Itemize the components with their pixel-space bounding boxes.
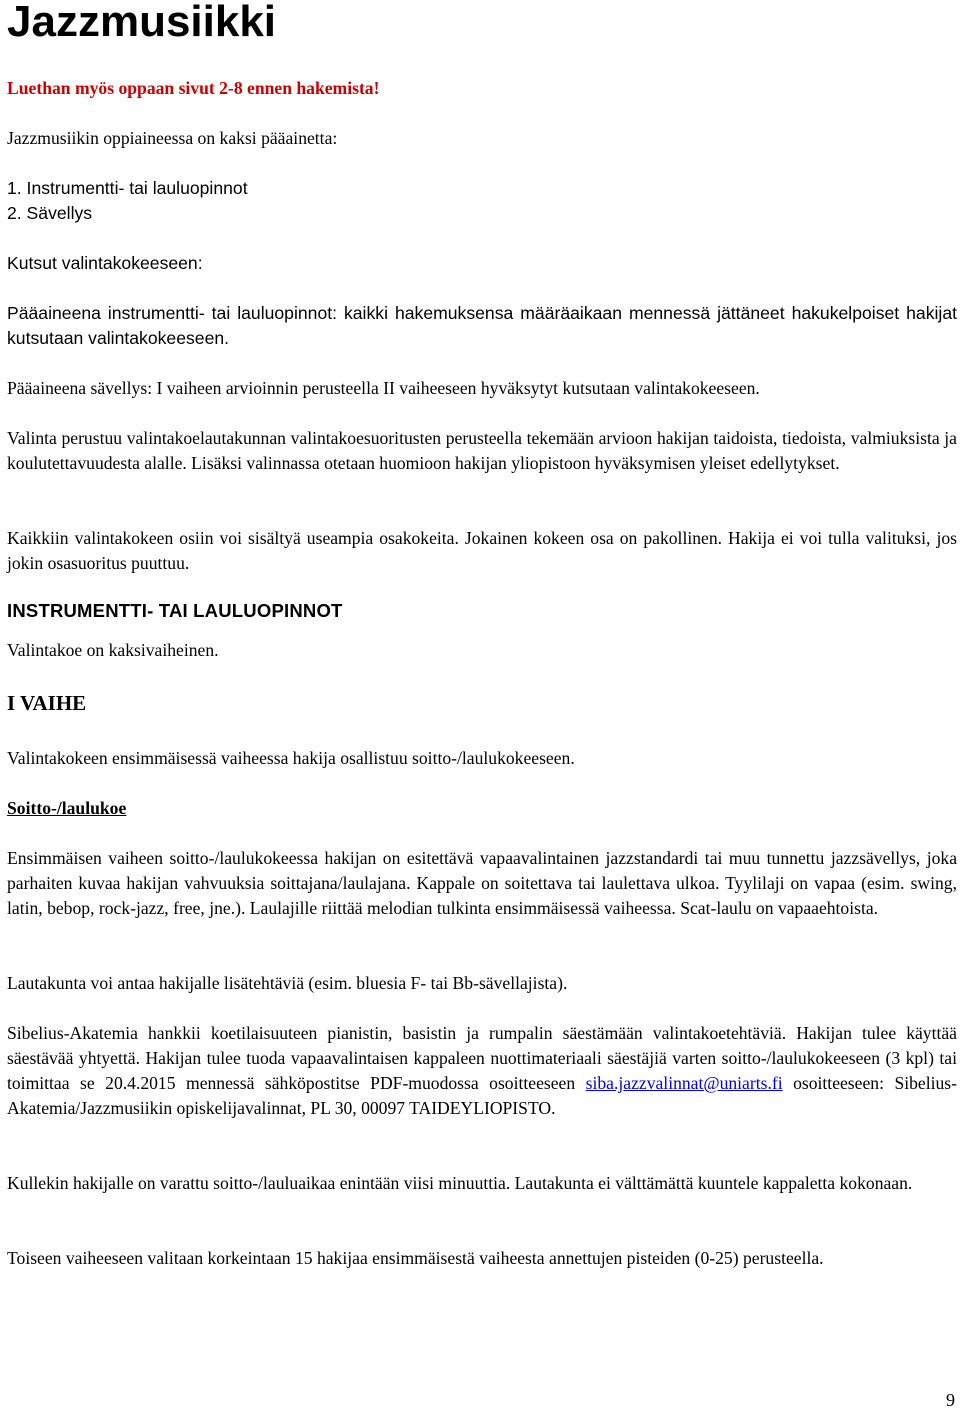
extra-tasks-paragraph: Lautakunta voi antaa hakijalle lisätehtäviä (esim. bluesia F- tai Bb-sävellajista). bbox=[7, 973, 568, 993]
intro-paragraph: Jazzmusiikin oppiaineessa on kaksi pääainetta: bbox=[7, 128, 338, 148]
exam-subheading: Soitto-/laulukoe bbox=[7, 798, 127, 818]
composition-invite-paragraph: Pääaineena sävellys: I vaiheen arvioinnin perusteella II vaiheeseen hyväksytyt kutsutaan valintakokeeseen. bbox=[7, 378, 760, 398]
email-link[interactable]: siba.jazzvalinnat@uniarts.fi bbox=[585, 1073, 783, 1093]
parts-paragraph: Kaikkiin valintakokeen osiin voi sisältyä useampia osakokeita. Jokainen kokeen osa on pakollinen. Hakija ei voi tulla valituksi, jos jokin osasuoritus puuttuu. bbox=[7, 528, 957, 573]
major-item-2: 2. Sävellys bbox=[7, 203, 93, 223]
invite-heading: Kutsut valintakokeeseen: bbox=[7, 253, 203, 273]
accompaniment-paragraph bbox=[7, 1021, 957, 1121]
reading-note: Luethan myös oppaan sivut 2-8 ennen hakemista! bbox=[7, 78, 380, 98]
page-number: 9 bbox=[946, 1390, 955, 1410]
phase-heading: I VAIHE bbox=[7, 691, 87, 715]
time-limit-paragraph: Kullekin hakijalle on varattu soitto-/lauluaikaa enintään viisi minuuttia. Lautakunta ei välttämättä kuuntele kappaletta kokonaan. bbox=[7, 1173, 913, 1193]
accompaniment-text-after: osoitteeseen: Sibelius-Akatemia/Jazzmusiikin opiskelijavalinnat, PL 30, 00097 TAIDEYLIOPISTO. bbox=[7, 1073, 957, 1118]
page-title: Jazzmusiikki bbox=[7, 0, 277, 46]
major-item-1: 1. Instrumentti- tai lauluopinnot bbox=[7, 178, 248, 198]
section-heading: INSTRUMENTTI- TAI LAULUOPINNOT bbox=[7, 600, 343, 621]
second-phase-paragraph: Toiseen vaiheeseen valitaan korkeintaan 15 hakijaa ensimmäisestä vaiheesta annettujen pisteiden (0-25) perusteella. bbox=[7, 1248, 824, 1268]
two-phase-paragraph: Valintakoe on kaksivaiheinen. bbox=[7, 640, 219, 660]
accompaniment-text-before: Sibelius-Akatemia hankkii koetilaisuuteen pianistin, basistin ja rumpalin säestämään valintakoetehtäviä. Hakijan tulee käyttää säestävää yhtyettä. Hakijan tulee tuoda vapaavalintaisen kappaleen nuottimateriaali säestäjiä varten soitto-/laulukokeeseen (3 kpl) tai toimittaa se 20.4.2015 mennessä sähköpostitse PDF-muodossa osoitteeseen bbox=[7, 1023, 957, 1093]
phase-one-paragraph: Valintakokeen ensimmäisessä vaiheessa hakija osallistuu soitto-/laulukokeeseen. bbox=[7, 748, 575, 768]
exam-paragraph: Ensimmäisen vaiheen soitto-/laulukokeessa hakijan on esitettävä vapaavalintainen jazzstandardi tai muu tunnettu jazzsävellys, joka parhaiten kuvaa hakijan vahvuuksia soittajana/laulajana. Kappale on soitettava tai laulettava ulkoa. Tyylilaji on vapaa (esim. swing, latin, bebop, rock-jazz, free, jne.). Laulajille riittää melodian tulkinta ensimmäisessä vaiheessa. Scat-laulu on vapaaehtoista. bbox=[7, 848, 957, 918]
instrument-invite-paragraph: Pääaineena instrumentti- tai lauluopinnot: kaikki hakemuksensa määräaikaan mennessä jättäneet hakukelpoiset hakijat kutsutaan valintakokeeseen. bbox=[7, 303, 957, 348]
selection-paragraph: Valinta perustuu valintakoelautakunnan valintakoesuoritusten perusteella tekemään arvioon hakijan taidoista, tiedoista, valmiuksista ja koulutettavuudesta alalle. Lisäksi valinnassa otetaan huomioon hakijan yliopistoon hyväksymisen yleiset edellytykset. bbox=[7, 428, 957, 473]
